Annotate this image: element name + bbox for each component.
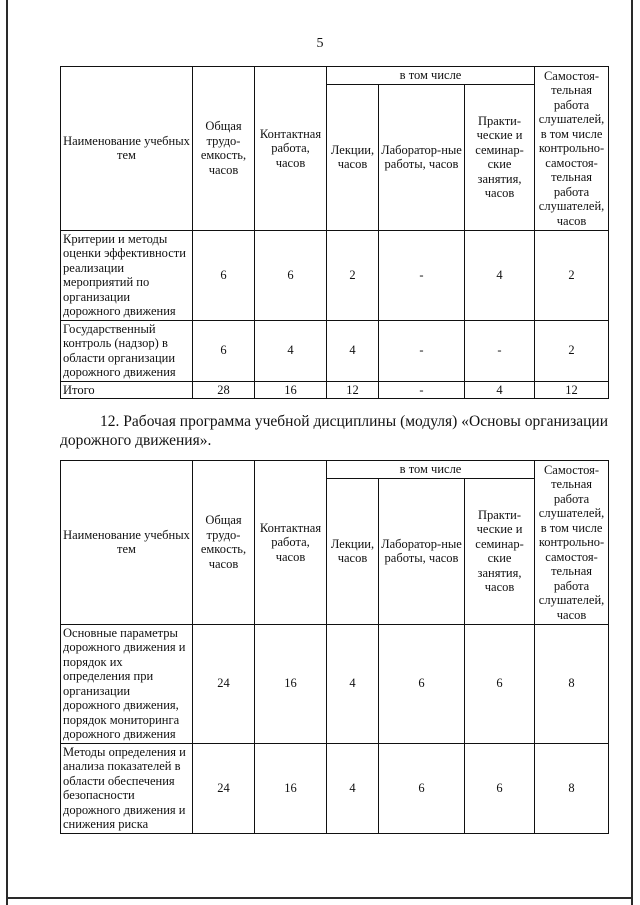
scan-edge-left [6, 0, 8, 905]
lab-hours: - [379, 230, 465, 320]
contact-hours-header: Контактная работа, часов [255, 461, 327, 625]
practice-hours: 4 [465, 230, 535, 320]
page-number: 5 [316, 36, 324, 51]
total-hours: 24 [193, 624, 255, 743]
self-work-hours: 8 [535, 743, 609, 833]
total-hours: 6 [193, 230, 255, 320]
lecture-hours: 12 [327, 381, 379, 399]
lab-hours: 6 [379, 743, 465, 833]
lecture-hours: 4 [327, 320, 379, 381]
contact-hours-header: Контактная работа, часов [255, 67, 327, 231]
topic-name: Методы определения и анализа показателей в области обеспечения безопасности дорожного движения и снижения риска [61, 743, 193, 833]
self-work-hours: 12 [535, 381, 609, 399]
total-hours-header: Общая трудо-емкость, часов [193, 67, 255, 231]
table-row [61, 743, 609, 833]
lectures-header: Лекции, часов [327, 478, 379, 624]
header-row [61, 461, 609, 479]
topic-name: Государственный контроль (надзор) в области организации дорожного движения [61, 320, 193, 381]
including-header: в том числе [327, 461, 535, 479]
contact-hours: 16 [255, 381, 327, 399]
contact-hours: 16 [255, 624, 327, 743]
practice-hours: 6 [465, 743, 535, 833]
total-hours: 6 [193, 320, 255, 381]
study-plan-table-1 [60, 66, 609, 399]
lab-hours: 6 [379, 624, 465, 743]
lectures-header: Лекции, часов [327, 84, 379, 230]
total-hours-header: Общая трудо-емкость, часов [193, 461, 255, 625]
section-12-title: 12. Рабочая программа учебной дисциплины (модуля) «Основы организации дорожного движения». [60, 413, 608, 449]
self-work-hours: 2 [535, 230, 609, 320]
self-work-header: Самостоя-тельная работа слушателей, в том числе контрольно-самостоя-тельная работа слушателей, часов [535, 461, 609, 625]
topic-header: Наименование учебных тем [61, 461, 193, 625]
lecture-hours: 4 [327, 624, 379, 743]
labs-header: Лаборатор-ные работы, часов [379, 478, 465, 624]
lecture-hours: 4 [327, 743, 379, 833]
total-hours: 28 [193, 381, 255, 399]
practice-hours: 4 [465, 381, 535, 399]
contact-hours: 4 [255, 320, 327, 381]
total-row [61, 381, 609, 399]
topic-name: Критерии и методы оценки эффективности реализации мероприятий по организации дорожного движения [61, 230, 193, 320]
total-hours: 24 [193, 743, 255, 833]
scan-edge-right [631, 0, 633, 905]
including-header: в том числе [327, 67, 535, 85]
topic-name: Основные параметры дорожного движения и порядок их определения при организации дорожного движения, порядок мониторинга дорожного движения [61, 624, 193, 743]
table-row [61, 320, 609, 381]
practice-hours: 6 [465, 624, 535, 743]
practice-header: Практи-ческие и семинар-ские занятия, часов [465, 84, 535, 230]
practice-header: Практи-ческие и семинар-ские занятия, часов [465, 478, 535, 624]
self-work-hours: 8 [535, 624, 609, 743]
lab-hours: - [379, 381, 465, 399]
lecture-hours: 2 [327, 230, 379, 320]
contact-hours: 6 [255, 230, 327, 320]
contact-hours: 16 [255, 743, 327, 833]
labs-header: Лаборатор-ные работы, часов [379, 84, 465, 230]
total-label: Итого [61, 381, 193, 399]
header-row [61, 67, 609, 85]
self-work-hours: 2 [535, 320, 609, 381]
lab-hours: - [379, 320, 465, 381]
self-work-header: Самостоя-тельная работа слушателей, в том числе контрольно-самостоя-тельная работа слушателей, часов [535, 67, 609, 231]
table-row [61, 624, 609, 743]
practice-hours: - [465, 320, 535, 381]
scan-edge-bottom [6, 897, 633, 899]
table-row [61, 230, 609, 320]
topic-header: Наименование учебных тем [61, 67, 193, 231]
study-plan-table-2 [60, 460, 609, 834]
